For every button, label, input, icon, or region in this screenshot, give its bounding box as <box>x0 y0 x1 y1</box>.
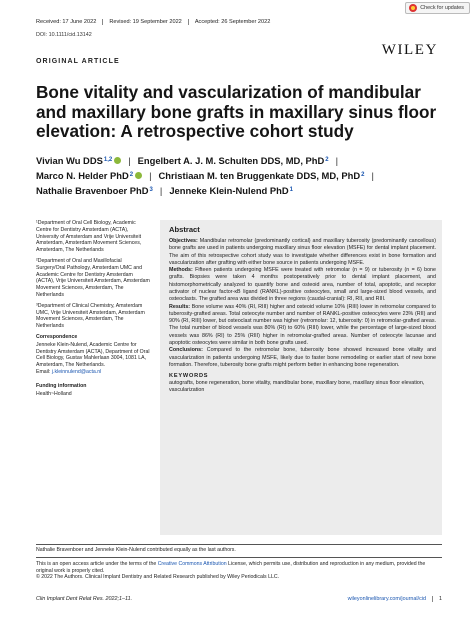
check-for-updates-label: Check for updates <box>420 5 464 11</box>
article-title: Bone vitality and vascularization of mandibular and maxillary bone grafts in maxillary sinus floor elevation: A retrospective cohort study <box>36 82 437 141</box>
email-label: Email: <box>36 368 51 375</box>
funding-heading: Funding information <box>36 382 87 389</box>
abstract-results <box>169 304 436 348</box>
correspondence-heading: Correspondence <box>36 333 78 340</box>
keywords-text: autografts, bone regeneration, bone vitality, mandibular bone, maxillary bone, maxillary sinus floor elevation, vascularization <box>169 380 425 394</box>
author-affiliation-mark: 3 <box>149 187 153 193</box>
author-affiliation-mark: 2 <box>129 172 134 178</box>
author-name[interactable]: Engelbert A. J. M. Schulten DDS, MD, PhD <box>137 155 325 166</box>
publisher-logo: WILEY <box>381 42 438 58</box>
author-separator: | <box>371 170 374 181</box>
funding-text: Health~Holland <box>36 390 72 397</box>
author-name[interactable]: Nathalie Bravenboer PhD <box>36 185 149 196</box>
article-type: ORIGINAL ARTICLE <box>36 58 120 65</box>
objectives-text: Mandibular retromolar (predominantly cortical) and maxillary tuberosity (predominantly cancellous) bone grafts are used in patients undergoing maxillary sinus floor elevation (MSFE) for dental implant placement. The aim of this retrospective cohort study was to investigate whether differences exist in bone formation and vascularization after grafting with either bone source in patients undergoing MSFE. <box>169 238 436 266</box>
abstract-conclusions <box>169 347 436 369</box>
author-separator: | <box>335 155 339 166</box>
methods-label: Methods: <box>169 267 193 274</box>
equal-contribution-note: Nathalie Bravenboer and Jenneke Klein-Nulend contributed equally as the last authors. <box>36 547 236 553</box>
doi: DOI: 10.1111/cid.13142 <box>36 32 92 38</box>
abstract-objectives <box>169 238 436 267</box>
author-name[interactable]: Marco N. Helder PhD <box>36 170 129 181</box>
affiliation: ¹Department of Oral Cell Biology, Academic Centre for Dentistry Amsterdam (ACTA), University of Amsterdam and Vrije Universiteit Amsterdam, Amsterdam Movement Sciences, Amsterdam, The Netherlands <box>36 220 142 254</box>
author-separator: | <box>128 155 131 166</box>
abstract-methods <box>169 267 436 303</box>
license-link[interactable]: Creative Commons Attribution <box>157 561 227 567</box>
page-footer <box>36 596 442 602</box>
abstract-heading: Abstract <box>169 225 200 234</box>
correspondence-text <box>36 342 151 376</box>
author-affiliation-mark: 2 <box>361 172 365 178</box>
check-for-updates-button[interactable] <box>405 2 470 14</box>
objectives-label: Objectives: <box>169 238 198 244</box>
author-list <box>36 153 444 198</box>
accepted-date: Accepted: 26 September 2022 <box>194 19 271 25</box>
author-affiliation-mark: 2 <box>325 157 329 163</box>
results-label: Results: <box>169 303 191 310</box>
affiliation: ³Department of Clinical Chemistry, Amsterdam UMC, Vrije Universiteit Amsterdam, Amsterdam Movement Sciences, Amsterdam, The Netherlands <box>36 302 145 330</box>
received-date: Received: 17 June 2022 <box>36 19 103 25</box>
author-name[interactable]: Vivian Wu DDS <box>36 155 103 166</box>
results-text: Bone volume was 40% (RI, RIII) higher and osteoid volume 10% (RIII) lower in retromolar compared to tuberosity-grafted areas. Total osteocyte number and number of RANKL-positive osteocytes were 23% (RII) and 90% (RI, RIII) lower, but osteoclast number was higher (retromolar: 12, tuberosity: 0) in retromolar-grafted areas. The total number of blood vessels was 80% (RI) to 60% (RIII) lower, while the percentage of large-sized blood vessels was 86% (RI) to 25% (RIII) higher in retromolar-grafted areas. Number of osteocyte lacunae and apoptotic osteocytes were similar in both bone grafts used. <box>169 303 436 346</box>
license-text-post: License, which permits use, distribution and reproduction in any medium, provided the original work is properly cited. <box>36 561 426 574</box>
journal-citation: Clin Implant Dent Relat Res. 2022;1–11. <box>36 596 133 602</box>
author-affiliation-mark: 1 <box>289 187 293 193</box>
journal-url[interactable]: wileyonlinelibrary.com/journal/cid <box>347 596 426 602</box>
author-affiliation-mark: 1,2 <box>103 157 113 163</box>
author-separator: | <box>159 185 163 196</box>
abstract-box <box>160 220 442 535</box>
affiliations-column <box>36 220 151 397</box>
methods-text: Fifteen patients undergoing MSFE were treated with retromolar (n = 9) or tuberosity (n = 6) bone grafts. Biopsies were taken 4 months postoperatively prior to dental implant placement, and histomorphometrically analyzed to quantify bone and osteoid area, number of total, apoptotic, and receptor activator of nuclear factor-κB ligand (RANKL)-positive osteocytes, small and large-sized blood vessels, and osteoclasts. The grafted area was divided in three regions (caudal-cranial): RI, RII, and RIII. <box>169 267 436 303</box>
conclusions-text: Compared to the retromolar bone, tuberosity bone showed increased bone vitality and vascularization in patients undergoing MSFE, likely due to faster bone remodeling or earlier start of new bone formation. Therefore, tuberosity bone grafts might perform better in enhancing bone regeneration. <box>169 347 436 368</box>
revised-date: Revised: 19 September 2022 <box>109 19 188 25</box>
keywords-heading: KEYWORDS <box>169 373 209 380</box>
crossmark-icon <box>409 4 417 12</box>
correspondence-address: Jenneke Klein-Nulend, Academic Centre for Dentistry Amsterdam (ACTA), Department of Oral Cell Biology, Gustav Mahlerlaan 3004, 1081 LA, Amsterdam, The Netherlands. <box>36 341 150 369</box>
license-notice <box>36 561 442 581</box>
author-name[interactable]: Jenneke Klein-Nulend PhD <box>169 185 289 196</box>
email-link[interactable]: j.kleinnulend@acta.nl <box>51 368 102 375</box>
author-separator: | <box>149 170 152 181</box>
author-name[interactable]: Christiaan M. ten Bruggenkate DDS, MD, PhD <box>158 170 361 181</box>
orcid-icon[interactable] <box>135 172 142 179</box>
article-history <box>36 16 436 28</box>
license-text-pre: This is an open access article under the terms of the <box>36 561 158 567</box>
footnote-divider <box>36 544 442 545</box>
page-number: 1 <box>432 596 442 602</box>
copyright-notice: © 2022 The Authors. Clinical Implant Dentistry and Related Research published by Wiley Periodicals LLC. <box>36 574 280 581</box>
affiliation: ²Department of Oral and Maxillofacial Surgery/Oral Pathology, Amsterdam UMC and Academic Centre for Dentistry Amsterdam (ACTA), Vrije Universiteit Amsterdam, Amsterdam Movement Sciences, Amsterdam, The Netherlands <box>36 257 150 298</box>
conclusions-label: Conclusions: <box>169 347 203 354</box>
license-divider <box>36 557 442 558</box>
orcid-icon[interactable] <box>114 157 121 164</box>
